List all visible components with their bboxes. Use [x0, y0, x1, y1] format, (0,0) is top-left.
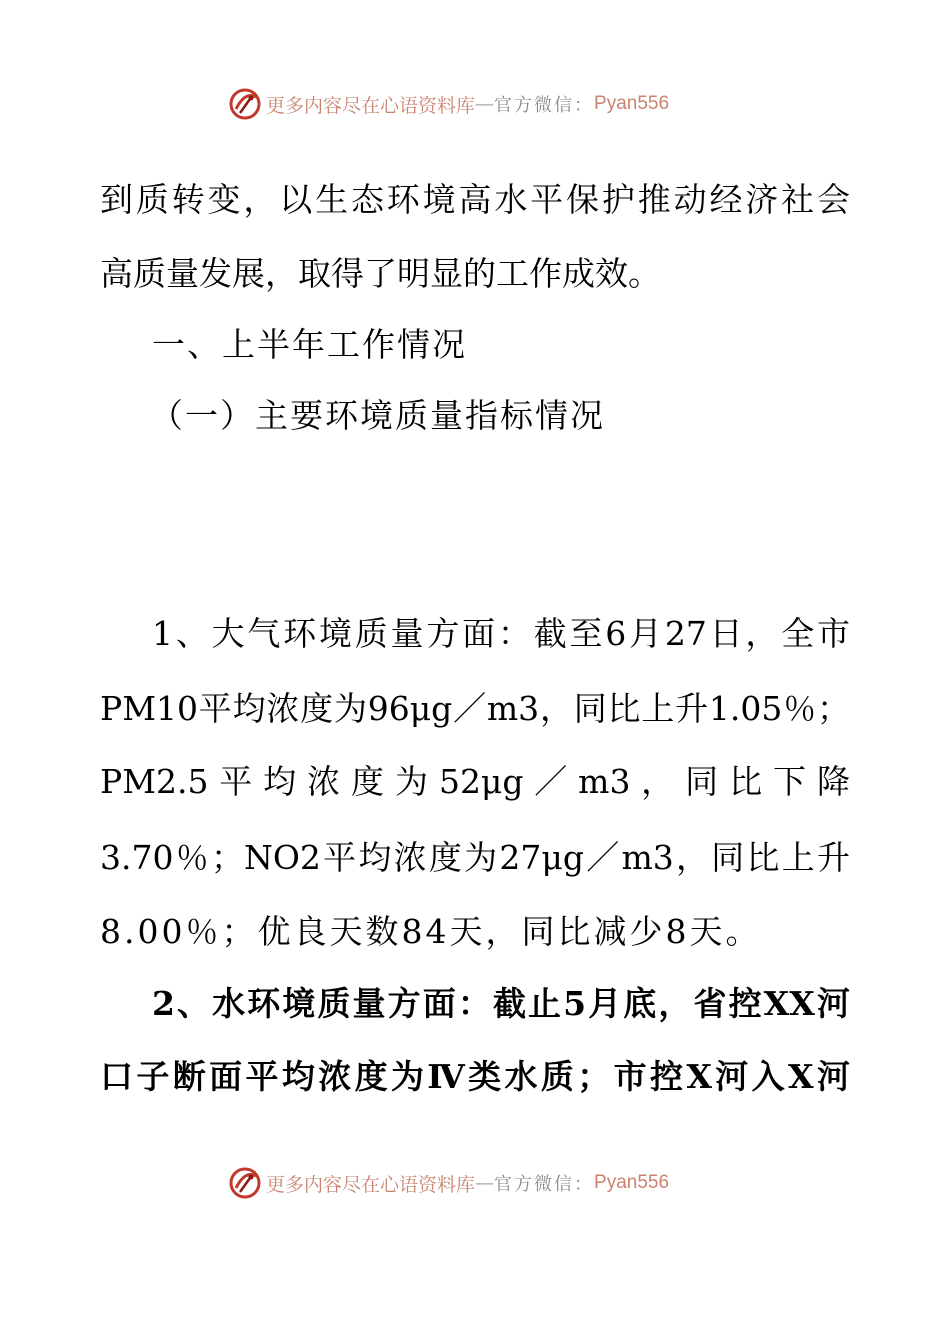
- footer-watermark: [228, 1165, 669, 1201]
- brand-logo-icon: [228, 87, 262, 121]
- section-heading: 一、上半年工作情况: [152, 325, 467, 364]
- watermark-separator: —: [475, 93, 495, 115]
- air-quality-line-2: PM10平均浓度为96μg／m3，同比上升1.05％；: [100, 689, 850, 728]
- watermark-official-label: 官方微信：: [494, 1174, 595, 1195]
- body-line-1: 到质转变，以生态环境高水平保护推动经济社会: [100, 180, 850, 219]
- air-quality-line-1: 1、大气环境质量方面：截至6月27日，全市: [152, 614, 850, 653]
- watermark-separator: —: [475, 1172, 495, 1194]
- watermark-text: 更多内容尽在心语资料库: [266, 94, 476, 117]
- subsection-heading: （一）主要环境质量指标情况: [150, 396, 605, 435]
- watermark-wechat-id: Pyan556: [594, 1172, 670, 1193]
- air-quality-line-5: 8.00％；优良天数84天，同比减少8天。: [100, 912, 762, 951]
- watermark-wechat-id: Pyan556: [594, 93, 670, 114]
- body-line-2: 高质量发展，取得了明显的工作成效。: [100, 254, 661, 293]
- water-quality-line-1: 2、水环境质量方面：截止5月底，省控XX河: [152, 984, 850, 1023]
- air-quality-line-3: PM2.5 平 均 浓 度 为 52μg ／ m3 ， 同 比 下 降: [100, 762, 850, 801]
- watermark-official-label: 官方微信：: [494, 95, 595, 116]
- watermark-text: 更多内容尽在心语资料库: [266, 1173, 476, 1196]
- brand-logo-icon: [228, 1166, 262, 1200]
- header-watermark: [228, 86, 669, 122]
- water-quality-line-2: 口子断面平均浓度为Ⅳ类水质；市控X河入X河: [100, 1057, 850, 1096]
- air-quality-line-4: 3.70％；NO2平均浓度为27μg／m3，同比上升: [100, 838, 850, 877]
